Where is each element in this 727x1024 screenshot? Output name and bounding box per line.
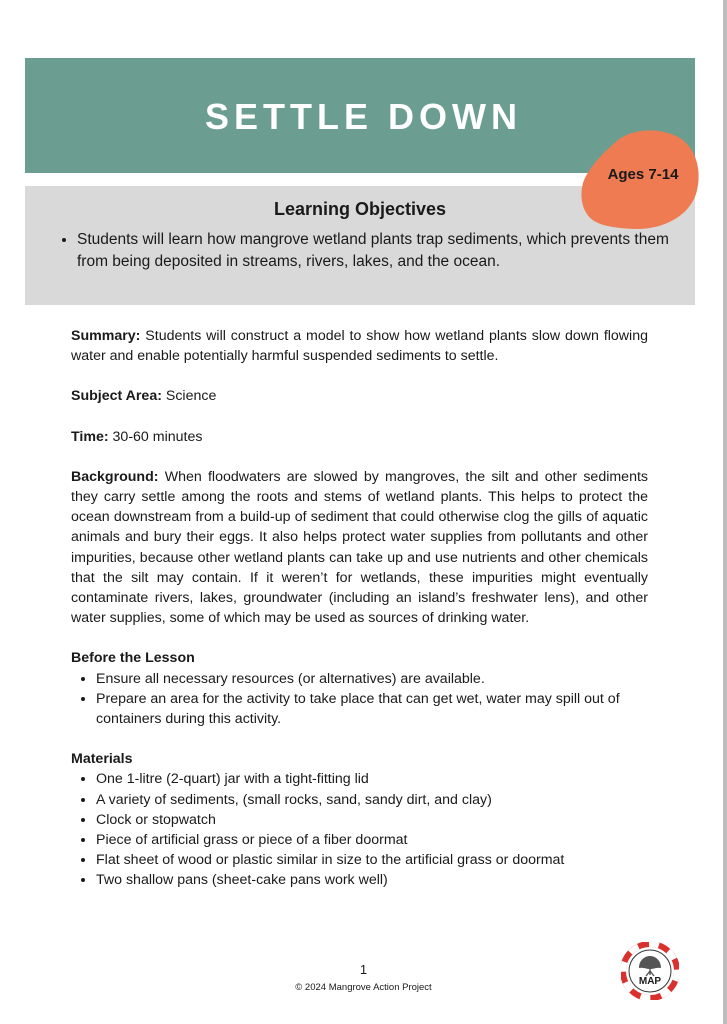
list-item: • One 1-litre (2-quart) jar with a tight-fitting lid bbox=[96, 769, 648, 789]
list-item: • Students will learn how mangrove wetland plants trap sediments, which prevents them from being deposited in streams, rivers, lakes, and the ocean. bbox=[77, 229, 692, 273]
age-badge: Ages 7-14 bbox=[607, 166, 679, 183]
page-number: 1 bbox=[359, 962, 368, 977]
list-item: • Clock or stopwatch bbox=[96, 810, 648, 830]
list-item: • Flat sheet of wood or plastic similar in size to the artificial grass or doormat bbox=[96, 850, 648, 870]
lesson-content bbox=[71, 326, 648, 911]
learning-objectives-list bbox=[52, 229, 692, 273]
page-title: SETTLE DOWN bbox=[205, 96, 522, 137]
summary-text: Students will construct a model to show how wetland plants slow down flowing water and enable potentially harmful suspended sediments to settle. bbox=[71, 328, 648, 365]
time-text: 30-60 minutes bbox=[108, 428, 203, 445]
learning-objectives-heading: Learning Objectives bbox=[273, 199, 447, 219]
background-text: When floodwaters are slowed by mangroves, the silt and other sediments they carry settle among the roots and stems of wetland plants. This helps to protect the ocean downstream from a build-up of sediment that could otherwise clog the gills of aquatic animals and bury their eggs. It also helps protect water supplies from pollutants and other impurities, because other wetland plants can take up and use nutrients and other chemicals that the silt may contain. If it weren’t for wetlands, these impurities might eventually contaminate rivers, lakes, groundwater (including an island’s freshwater lens), and other water supplies, some of which may be used as sources of drinking water. bbox=[71, 468, 648, 627]
subject-area-text: Science bbox=[161, 388, 217, 405]
before-lesson-list bbox=[71, 669, 648, 730]
materials-list bbox=[71, 769, 648, 890]
summary-paragraph bbox=[71, 326, 648, 366]
before-lesson-heading: Before the Lesson bbox=[71, 650, 195, 667]
page-edge-shadow bbox=[723, 0, 727, 1024]
materials-heading: Materials bbox=[71, 751, 133, 768]
mangrove-action-project-logo-icon bbox=[621, 942, 679, 1000]
background-label: Background: bbox=[71, 468, 159, 485]
list-item: • Ensure all necessary resources (or alternatives) are available. bbox=[96, 669, 648, 689]
list-item: • Piece of artificial grass or piece of a fiber doormat bbox=[96, 830, 648, 850]
background-paragraph bbox=[71, 467, 648, 629]
time-label: Time: bbox=[71, 428, 109, 445]
list-item: • Two shallow pans (sheet-cake pans work well) bbox=[96, 870, 648, 890]
subject-area-label: Subject Area: bbox=[71, 388, 162, 405]
svg-text:MAP: MAP bbox=[638, 976, 662, 987]
summary-label: Summary: bbox=[71, 328, 141, 344]
time-paragraph bbox=[71, 427, 648, 447]
list-item: • A variety of sediments, (small rocks, sand, sandy dirt, and clay) bbox=[96, 790, 648, 810]
copyright-notice: © 2024 Mangrove Action Project bbox=[295, 982, 432, 993]
subject-area-paragraph bbox=[71, 386, 648, 406]
list-item: • Prepare an area for the activity to take place that can get wet, water may spill out of containers during this activity. bbox=[96, 689, 648, 729]
